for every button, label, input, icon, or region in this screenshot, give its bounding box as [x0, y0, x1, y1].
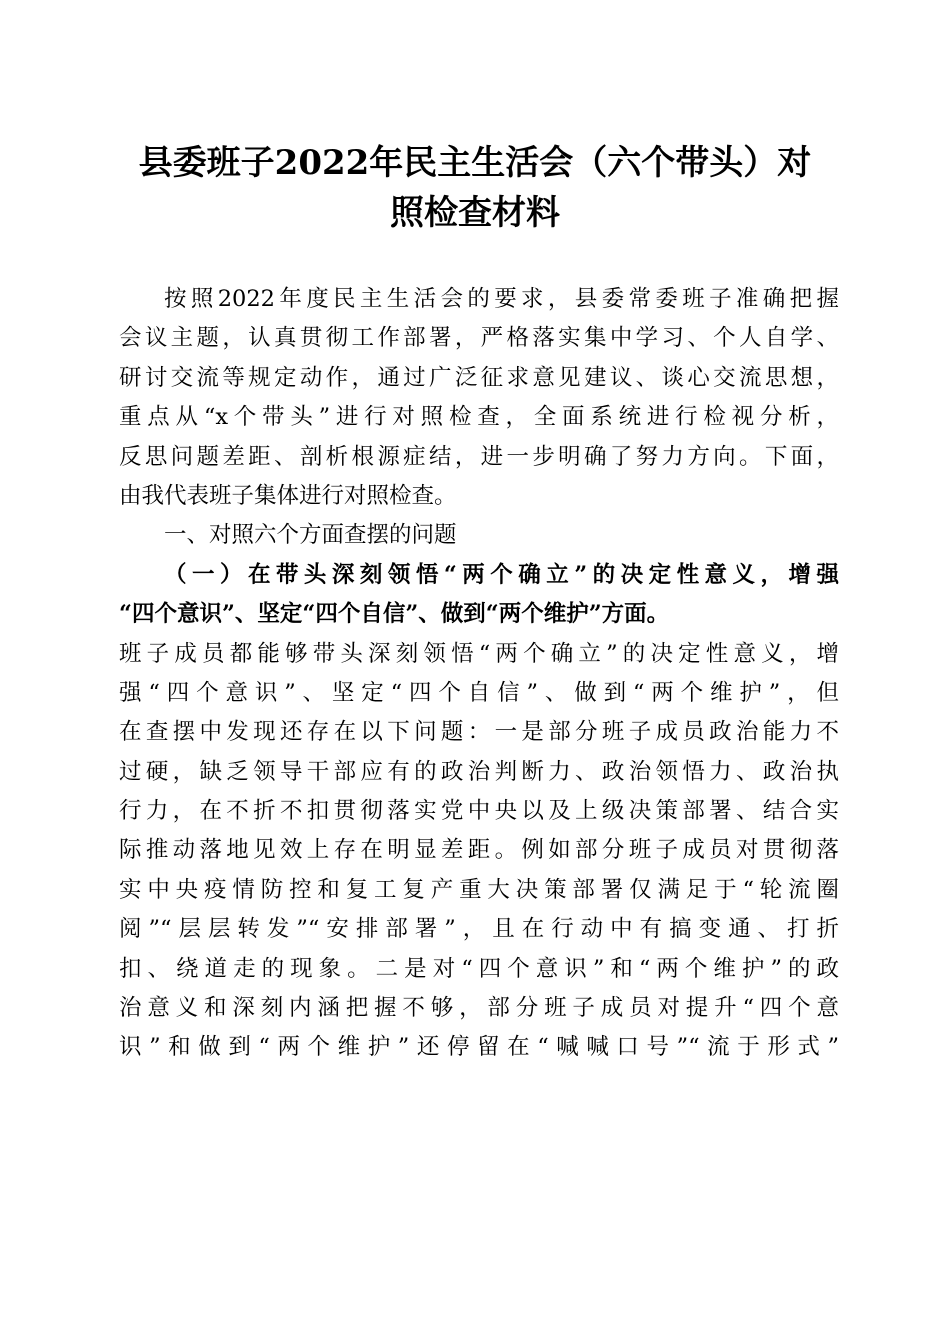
paragraph-line: 治意义和深刻内涵把握不够，部分班子成员对提升“四个意: [119, 995, 839, 1022]
intro-line: 按照2022年度民主生活会的要求，县委常委班子准确把握: [164, 286, 839, 312]
paragraph-line: 班子成员都能够带头深刻领悟“两个确立”的决定性意义，增: [119, 640, 839, 667]
paragraph-line: 强“四个意识”、坚定“四个自信”、做到“两个维护”，但: [119, 679, 839, 706]
paragraph-line: 行力，在不折不扣贯彻落实党中央以及上级决策部署、结合实: [119, 798, 839, 825]
paragraph-line: 过硬，缺乏领导干部应有的政治判断力、政治领悟力、政治执: [119, 758, 839, 785]
section-heading: 一、对照六个方面查摆的问题: [164, 522, 457, 549]
paragraph-line: 阅”“层层转发”“安排部署”，且在行动中有搞变通、打折: [119, 916, 839, 943]
paragraph-line: 在查摆中发现还存在以下问题：一是部分班子成员政治能力不: [119, 719, 839, 746]
paragraph-line: 识”和做到“两个维护”还停留在“喊喊口号”“流于形式”: [119, 1034, 839, 1061]
subsection-heading-line: （一）在带头深刻领悟“两个确立”的决定性意义，增强: [164, 561, 839, 588]
paragraph-line: 实中央疫情防控和复工复产重大决策部署仅满足于“轮流圈: [119, 876, 839, 903]
intro-line: 重点从“x个带头”进行对照检查，全面系统进行检视分析，: [119, 404, 839, 431]
title-line: 照检查材料: [390, 193, 560, 233]
paragraph-line: 际推动落地见效上存在明显差距。例如部分班子成员对贯彻落: [119, 837, 839, 864]
intro-line: 反思问题差距、剖析根源症结，进一步明确了努力方向。下面，: [119, 443, 839, 470]
intro-line: 会议主题，认真贯彻工作部署，严格落实集中学习、个人自学、: [119, 325, 839, 352]
intro-line: 研讨交流等规定动作，通过广泛征求意见建议、谈心交流思想，: [119, 364, 839, 391]
document-body: [119, 280, 839, 1068]
paragraph-line: 扣、绕道走的现象。二是对“四个意识”和“两个维护”的政: [119, 955, 839, 982]
intro-line: 由我代表班子集体进行对照检查。: [119, 482, 457, 509]
subsection-heading-line: “四个意识”、坚定“四个自信”、做到“两个维护”方面。: [119, 601, 670, 628]
title-line: 县委班子2022年民主生活会（六个带头）对: [138, 143, 812, 183]
document-title: [100, 138, 850, 238]
